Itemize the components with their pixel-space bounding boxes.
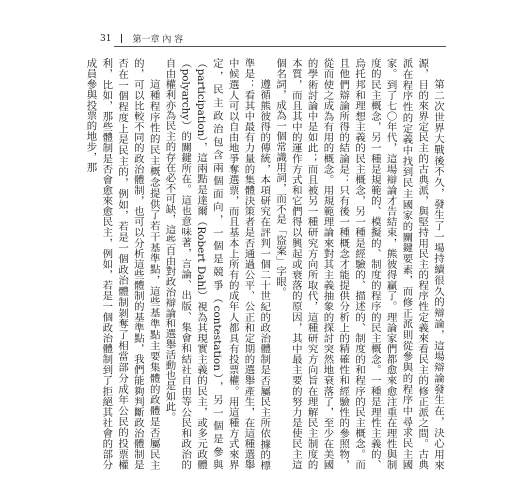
running-header xyxy=(100,32,183,45)
page-number: 31 xyxy=(100,33,112,44)
chapter-title: 第一章 內 容 xyxy=(132,35,184,45)
paragraph: 遵循熊彼得的傳統，本項研究在評判一個二十世紀的政治體制是否屬民主所依據的標準是：看其中最有力量的集體決策者是否通過公平、公正和定期的選舉產生，在這種選舉中候選人可以自由地爭奪選票，而且基本上所有的成年人都具有投票權。用這種方式來界定，民主政治包含兩個面向，一個是競爭（contestation），另一個是參與（participation），這兩點是達爾（Robert Dahl）視為其現實主義的民主，或多元政體（polyarchy）的關鍵所在。這也意味著，言論、出版、集會和結社自由等公民和政治的自由權利亦為民主的存在必不可缺，這些自由對政治辯論和選舉活動也是如此。 xyxy=(163,58,271,470)
vertical-text-body xyxy=(84,58,445,470)
paragraph: 這種程序性的民主概念提供了若干基準點，這些基準點主要集體的政體是否屬民主的，可以比較不同的政治體制，也可以分析這些體制的基準點，我們能夠判斷政治體制是否在一個程度上是民主的，例如，若是一個政治體制剝奪了相當部分成年公民的投票權利，比如，那些體制是否會愈來愈民主，例如，若是一個政治體制到了拒絕其社會的部分成員參與投票的地步，那 xyxy=(84,58,160,470)
header-rule xyxy=(114,46,446,47)
header-separator xyxy=(121,34,122,43)
paragraph: 第二次世界大戰後不久，發生了一場持續很久的辯論，這場辯論發生在，決心用來源，目的來界定民主的古典派，與堅持用民主的程序性定義來看民主的修正派之間。古典派在程序性的定義中找到民主國家的關鍵要素，而修正派則從參與的程序中尋求民主國家。到了七〇年代，這場辯論才告結束，熊彼得贏了。理論家們都愈來愈注重在理性與制度的民主概念，另一種是規範的、模擬的、制度的程序的民主概念。一種是理性主義的、烏托邦和理想主義的民主概念，另一種是經驗的、描述的、制度的和程序的民主概念。而且他們辯論所得的結論是：只有後一種概念才能提供分析上的精確性和經驗性的參照物，從而使之成為有用的概念。用規範理論來對其主義抽象的探討突然地衰落了，至少在美國的學術討論中是如此；而且被另一種研究方向所取代，這種研究方向旨在理解民主制度的本質，而且其中的運作方式和它們得以興起或衰落的原因，其中最主要的努力是使民主這個名詞，成為一個常識用詞，而不是「盜案」字眼。 xyxy=(274,58,444,470)
